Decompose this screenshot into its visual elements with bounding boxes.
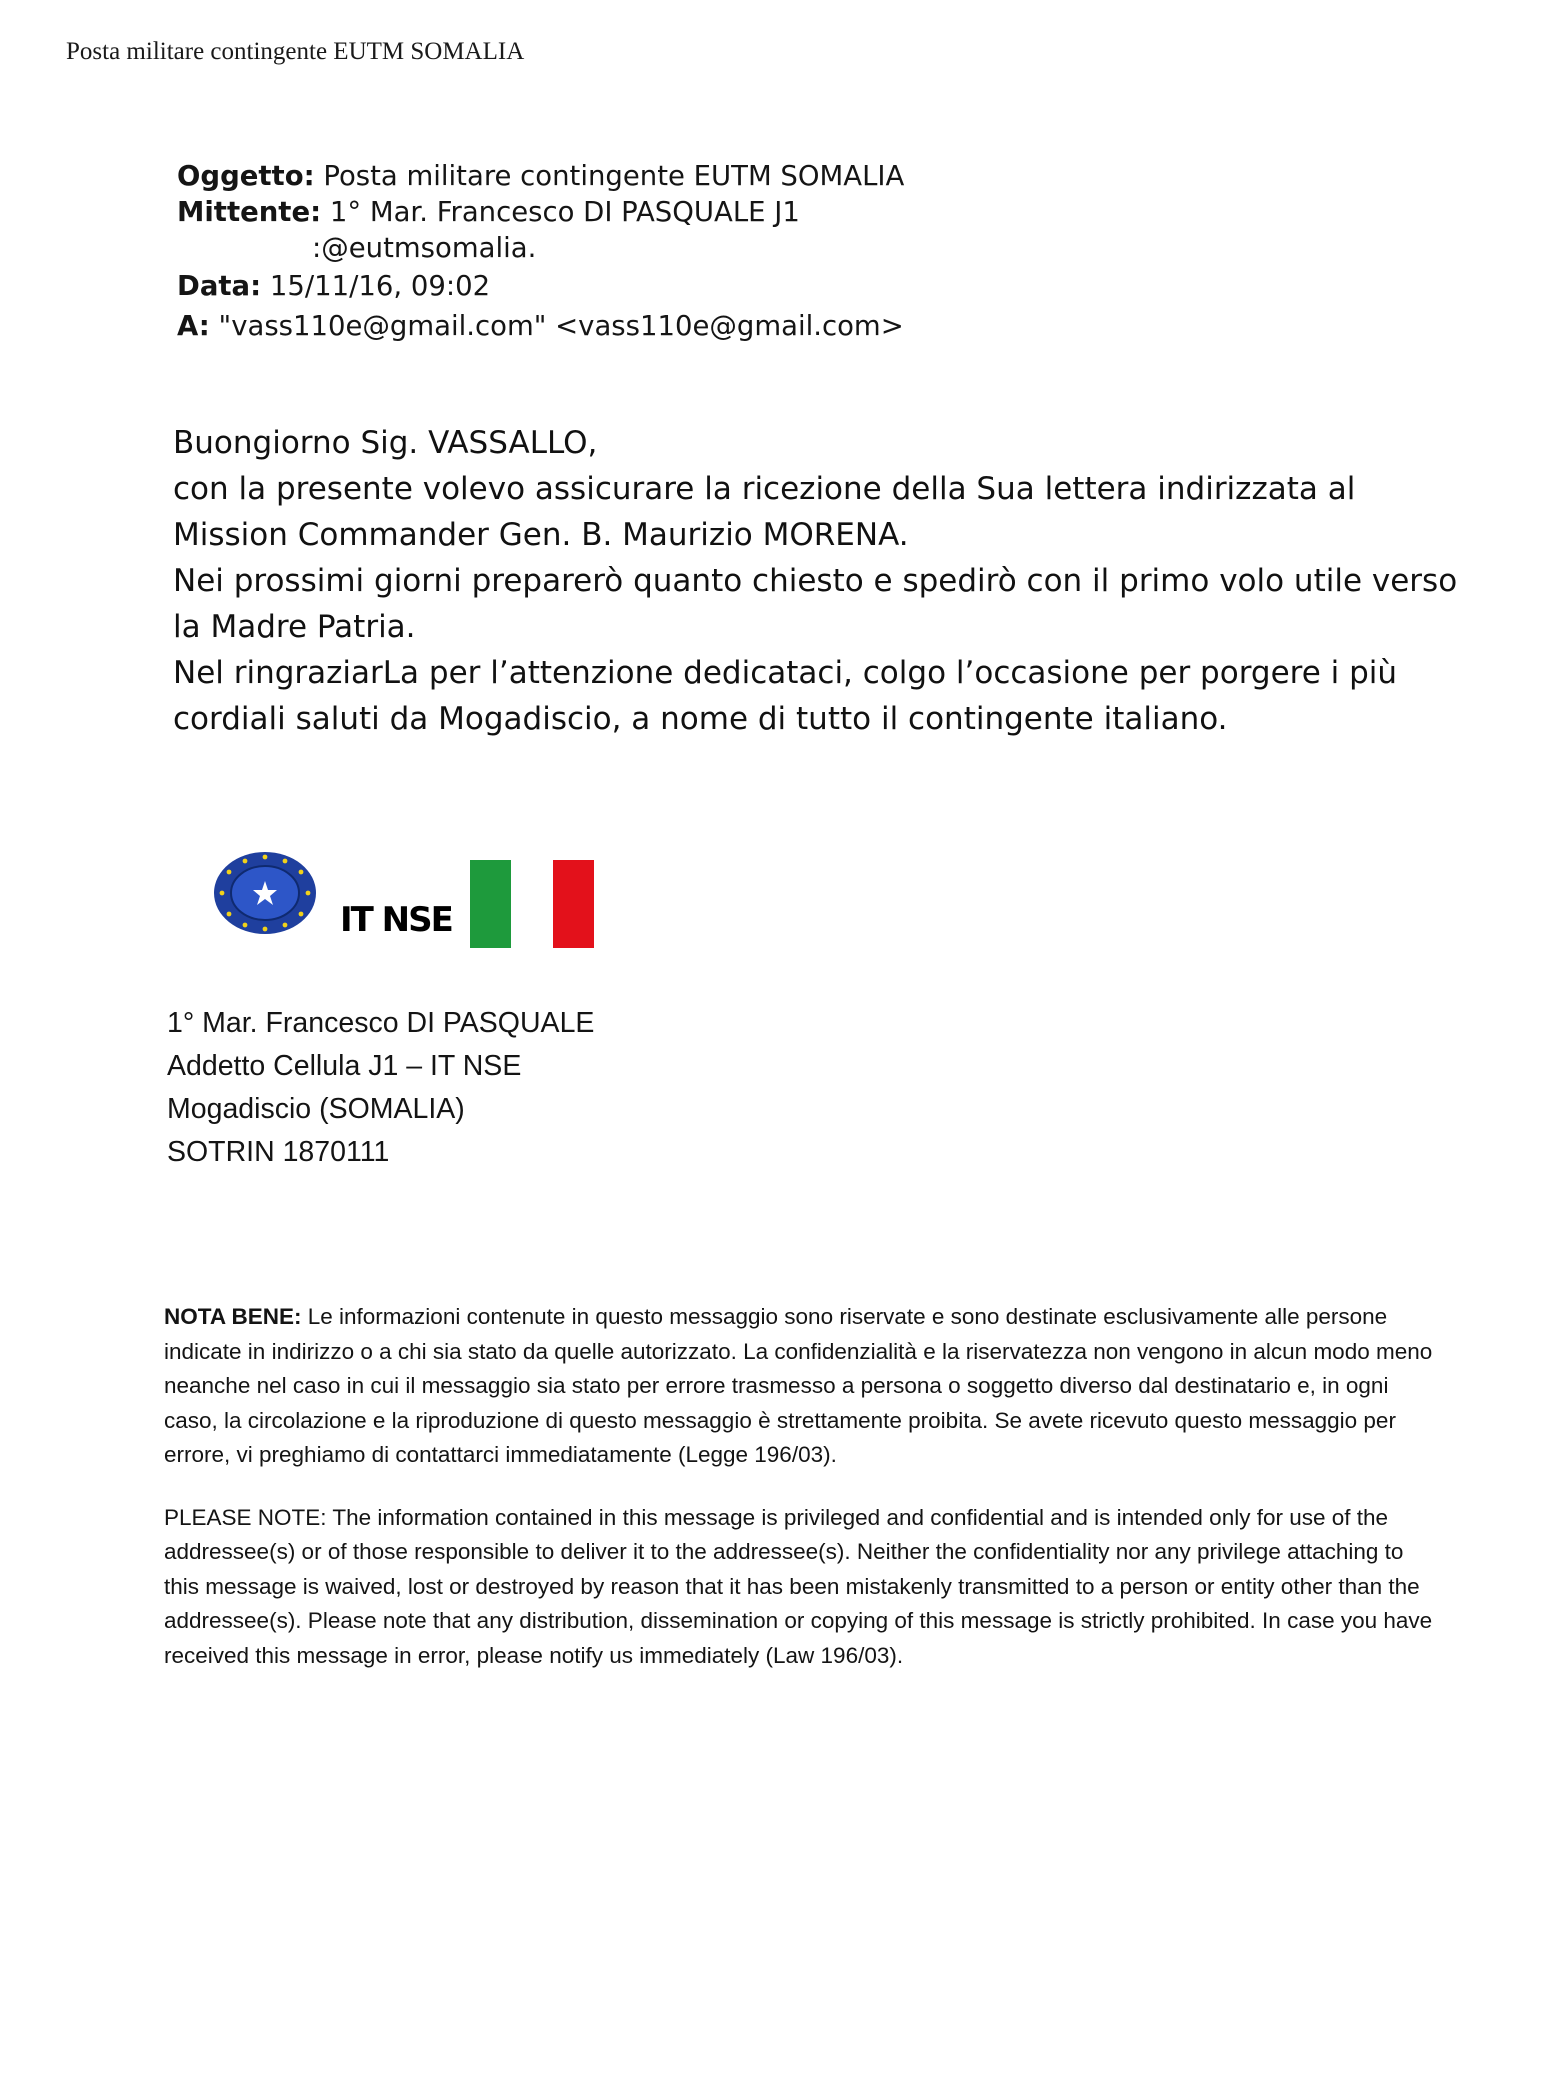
disclaimer-italian-text: Le informazioni contenute in questo messaggio sono riservate e sono destinate esclusivamente alle persone indicate in indirizzo o a chi sia stato da quelle autorizzato. La confidenzialità e la riservatezza non vengono in alcun modo meno neanche nel caso in cui il messaggio sia stato per errore trasmesso a persona o soggetto diverso dal destinatario e, in ogni caso, la circolazione e la riproduzione di questo messaggio è strettamente proibita. Se avete ricevuto questo messaggio per errore, vi preghiamo di contattarci immediatamente (Legge 196/03).: [164, 1304, 1433, 1467]
subject-label: Oggetto:: [177, 160, 315, 192]
signature-name: 1° Mar. Francesco DI PASQUALE: [167, 1007, 595, 1039]
signature-location: Mogadiscio (SOMALIA): [167, 1093, 465, 1125]
signature-sotrin: SOTRIN 1870111: [167, 1136, 390, 1168]
disclaimer-italian: [164, 1300, 1444, 1473]
disclaimer-italian-label: NOTA BENE:: [164, 1304, 302, 1329]
sender-email-row: [177, 230, 1327, 266]
recipient-value: "vass110e@gmail.com" <vass110e@gmail.com>: [218, 310, 904, 342]
eutm-seal-icon: [212, 850, 318, 936]
flag-stripe-white: [511, 860, 552, 948]
date-label: Data:: [177, 270, 262, 302]
sender-email: :@eutmsomalia.: [312, 232, 537, 264]
sender-value: 1° Mar. Francesco DI PASQUALE J1: [329, 196, 800, 228]
letter-paragraph-3: Nel ringraziarLa per l’attenzione dedicataci, colgo l’occasione per porgere i più cordiali saluti da Mogadiscio, a nome di tutto il contingente italiano.: [173, 655, 1398, 737]
date-value: 15/11/16, 09:02: [269, 270, 491, 302]
subject-value: Posta militare contingente EUTM SOMALIA: [323, 160, 905, 192]
signature-role: Addetto Cellula J1 – IT NSE: [167, 1050, 522, 1082]
greeting: Buongiorno Sig. VASSALLO,: [173, 425, 598, 461]
italian-flag-icon: [470, 860, 594, 948]
logo-row: [212, 840, 612, 960]
sender-label: Mittente:: [177, 196, 322, 228]
recipient-label: A:: [177, 310, 210, 342]
unit-name: IT NSE: [340, 900, 452, 940]
date-row: [177, 268, 1327, 304]
subject-row: [177, 158, 1327, 194]
page-header: Posta militare contingente EUTM SOMALIA: [66, 38, 525, 65]
disclaimer-english: PLEASE NOTE: The information contained in this message is privileged and confidential and is intended only for use of the addressee(s) or of those responsible to deliver it to the addressee(s). Neither the confidentiality nor any privilege attaching to this message is waived, lost or destroyed by reason that it has been mistakenly transmitted to a person or entity other than the addressee(s). Please note that any distribution, dissemination or copying of this message is strictly prohibited. In case you have received this message in error, please notify us immediately (Law 196/03).: [164, 1504, 1433, 1668]
signature-block: [167, 1002, 594, 1174]
sender-row: [177, 194, 1327, 230]
recipient-row: [177, 308, 1327, 344]
disclaimer: [164, 1300, 1444, 1673]
flag-stripe-red: [553, 860, 594, 948]
letter-paragraph-2: Nei prossimi giorni preparerò quanto chiesto e spedirò con il primo volo utile verso la Madre Patria.: [173, 563, 1458, 645]
flag-stripe-green: [470, 860, 511, 948]
letter-body: [173, 420, 1463, 742]
letter-paragraph-1: con la presente volevo assicurare la ricezione della Sua lettera indirizzata al Mission Commander Gen. B. Maurizio MORENA.: [173, 471, 1356, 553]
email-header: [177, 158, 1327, 344]
